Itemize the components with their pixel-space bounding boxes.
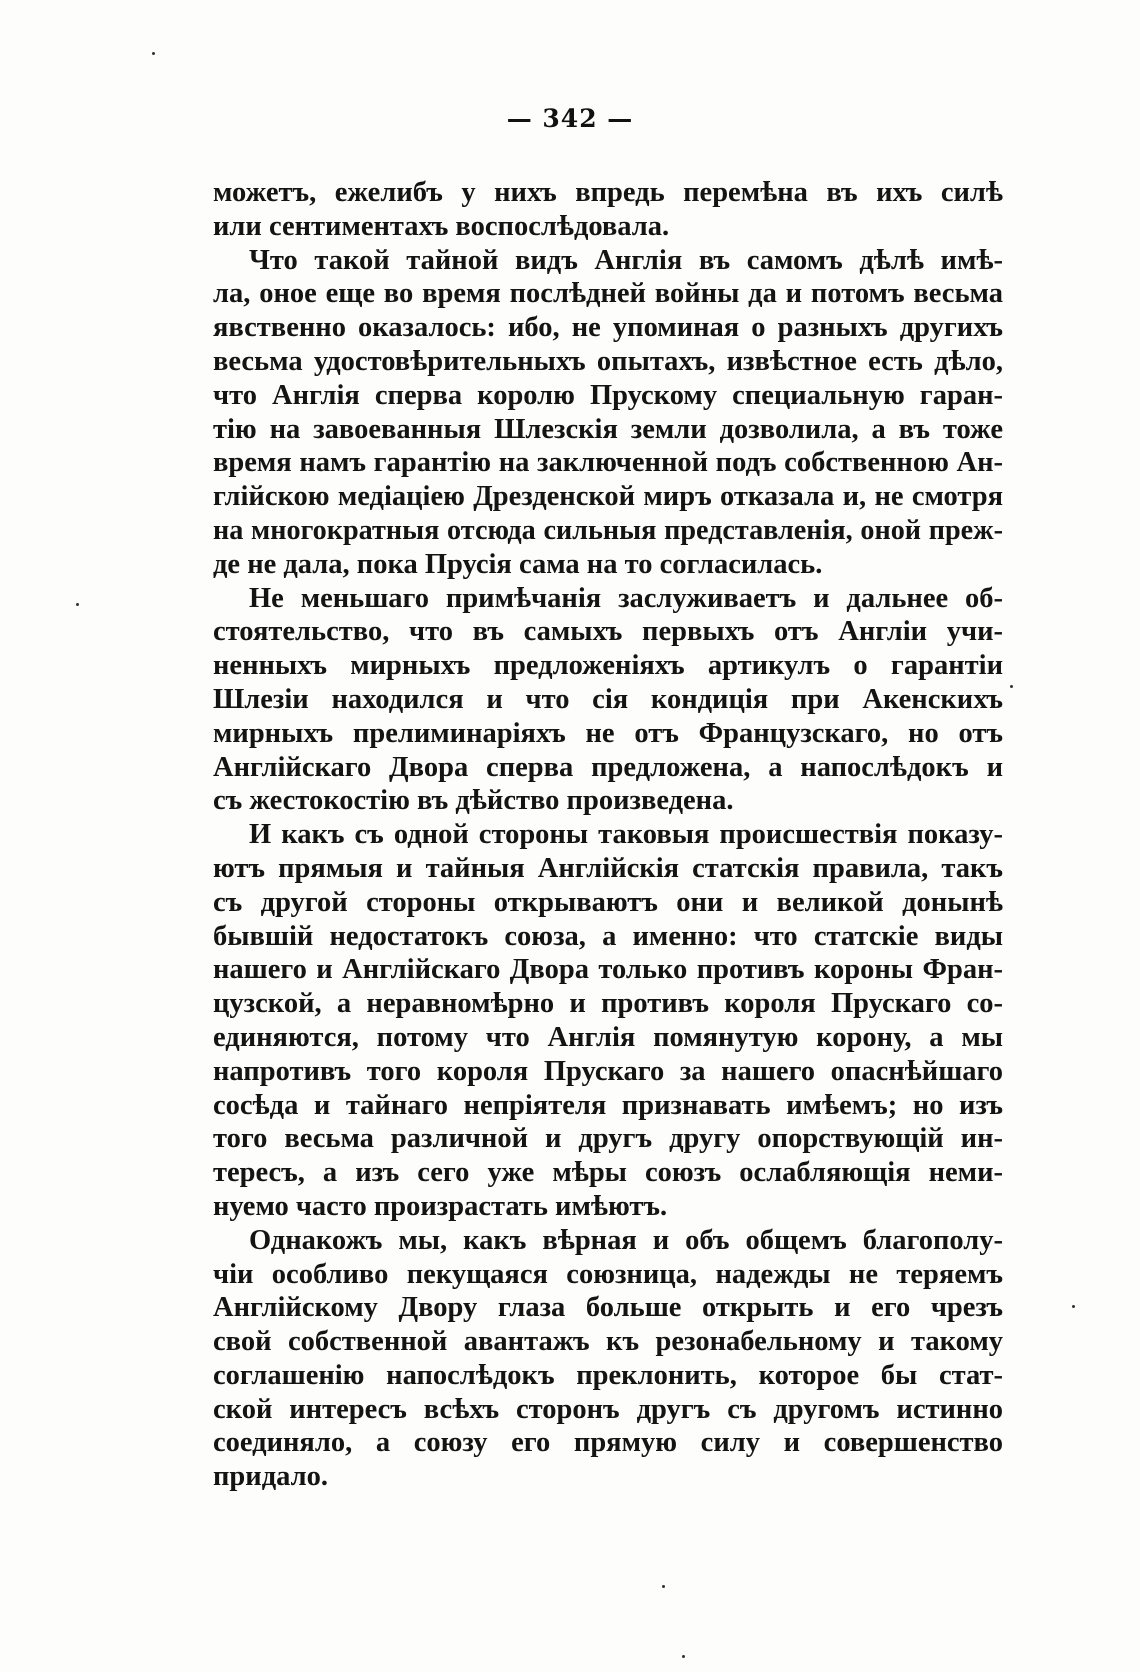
paragraph	[213, 1224, 1003, 1494]
text-line: Англійскаго Двора сперва предложена, а напослѣдокъ и	[213, 751, 1003, 783]
text-line: де не дала, пока Прусія сама на то согласилась.	[213, 548, 823, 580]
paragraph	[213, 176, 1003, 244]
scan-speck	[1072, 1305, 1075, 1308]
text-line: придало.	[213, 1461, 328, 1493]
text-line: Что такой тайной видъ Англія въ самомъ дѣлѣ имѣ-	[249, 244, 1003, 276]
text-line: того весьма различной и другъ другу опорствующій ин-	[213, 1123, 1003, 1155]
text-line: ютъ прямыя и тайныя Англійскія статскія правила, такъ	[213, 852, 1003, 884]
text-line: ла, оное еще во время послѣдней войны да и потомъ весьма	[213, 278, 1003, 310]
text-line: тію на завоеванныя Шлезскія земли дозволила, а въ тоже	[213, 413, 1003, 445]
text-line: цузской, а неравномѣрно и противъ короля Прускаго со-	[213, 988, 1003, 1020]
text-line: мирныхъ прелиминаріяхъ не отъ Французскаго, но отъ	[213, 717, 1003, 749]
text-line: напротивъ того короля Прускаго за нашего опаснѣйшаго	[213, 1055, 1003, 1087]
text-line: единяются, потому что Англія помянутую корону, а мы	[213, 1021, 1003, 1053]
text-line: съ жестокостію въ дѣйство произведена.	[213, 785, 734, 817]
text-line: съ другой стороны открываютъ они и великой донынѣ	[213, 886, 1003, 918]
text-line: можетъ, ежелибъ у нихъ впредь перемѣна въ ихъ силѣ	[213, 177, 1003, 208]
text-line: время намъ гарантію на заключенной подъ собственною Ан-	[213, 447, 1003, 479]
text-line: тересъ, а изъ сего уже мѣры союзъ ослабляющія неми-	[213, 1157, 1003, 1189]
page-text	[213, 176, 1003, 1494]
text-line: Не меньшаго примѣчанія заслуживаетъ и дальнее об-	[249, 582, 1003, 614]
text-line: Шлезіи находился и что сія кондиція при Акенскихъ	[213, 683, 1003, 715]
text-line: сосѣда и тайнаго непріятеля признавать имѣемъ; но изъ	[213, 1089, 1003, 1121]
paragraph	[213, 818, 1003, 1224]
text-line: стоятельство, что въ самыхъ первыхъ отъ Англіи учи-	[213, 616, 1003, 648]
text-line: на многократныя отсюда сильныя представленія, оной преж-	[213, 514, 1003, 546]
text-line: Англійскому Двору глаза больше открыть и его чрезъ	[213, 1292, 1003, 1324]
scan-speck	[152, 52, 155, 55]
text-line: Однакожъ мы, какъ вѣрная и объ общемъ благополу-	[249, 1224, 1003, 1256]
text-line: что Англія сперва королю Прускому специальную гаран-	[213, 379, 1003, 411]
scan-speck	[76, 603, 79, 606]
text-line: весьма удостовѣрительныхъ опытахъ, извѣстное есть дѣло,	[213, 345, 1003, 377]
text-line: нашего и Англійскаго Двора только противъ короны Фран-	[213, 954, 1003, 986]
text-line: глійскою медіаціею Дрезденской миръ отказала и, не смотря	[213, 481, 1003, 513]
text-line: ненныхъ мирныхъ предложеніяхъ артикулъ о гарантіи	[213, 650, 1003, 682]
scan-speck	[682, 1655, 685, 1658]
scan-speck	[1010, 685, 1013, 688]
scan-speck	[662, 1585, 665, 1588]
text-line: чіи особливо пекущаяся союзница, надежды не теряемъ	[213, 1258, 1003, 1290]
text-line: свой собственной авантажъ къ резонабельному и такому	[213, 1326, 1003, 1358]
text-line: И какъ съ одной стороны таковыя происшествія показу-	[249, 819, 1003, 851]
text-line: соглашенію напослѣдокъ преклонить, которое бы стат-	[213, 1359, 1003, 1391]
page-number: — 342 —	[506, 104, 634, 133]
text-line: ской интересъ всѣхъ сторонъ другъ съ другомъ истинно	[213, 1393, 1003, 1425]
text-line: или сентиментахъ воспослѣдовала.	[213, 210, 670, 242]
paragraph	[213, 582, 1003, 819]
text-line: явственно оказалось: ибо, не упоминая о разныхъ другихъ	[213, 312, 1003, 344]
paragraph	[213, 244, 1003, 582]
text-line: нуемо часто произрастать имѣютъ.	[213, 1190, 668, 1222]
text-line: бывшій недостатокъ союза, а именно: что статскіе виды	[213, 920, 1003, 952]
text-line: соединяло, а союзу его прямую силу и совершенство	[213, 1427, 1003, 1459]
